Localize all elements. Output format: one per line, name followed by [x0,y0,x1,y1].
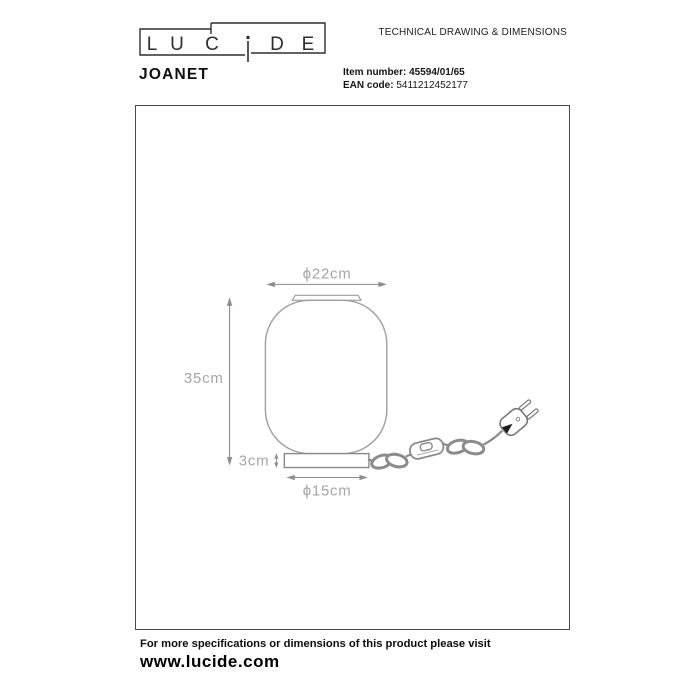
lamp-top-cap [292,295,361,300]
plug-body [497,406,530,438]
doc-title: TECHNICAL DRAWING & DIMENSIONS [378,27,567,38]
dim-label-total-height: 35cm [183,369,224,387]
product-name: JOANET [139,66,210,83]
logo-letter-i [246,36,249,62]
lamp-glass-body [265,300,386,453]
footer-website: www.lucide.com [140,652,280,671]
logo-letter-c: C [205,34,219,55]
dim-base-diameter [286,475,368,480]
inline-switch [408,437,445,461]
item-info-block [343,66,468,92]
power-plug [497,397,540,438]
lamp-shade [265,295,386,467]
ean-row [343,79,468,92]
power-cord [368,397,540,470]
logo-frame [140,23,325,55]
logo-letter-d: D [270,34,284,55]
cord-coil-1 [370,452,408,470]
dim-top-diameter [266,282,386,287]
item-number-label: Item number: [343,67,407,78]
plug-prong-bottom [526,408,538,419]
dim-base-height [274,453,278,468]
plug-prong-top [519,399,531,410]
lucide-logo [133,20,333,70]
ean-value: 5411212452177 [396,80,468,91]
dim-label-base-height: 3cm [238,452,270,470]
item-number-value: 45594/01/65 [409,67,465,78]
drawing-frame [135,105,570,630]
logo-letter-u: U [170,34,184,55]
item-number-row [343,66,468,79]
footer-note: For more specifications or dimensions of this product please visit [140,638,491,650]
logo-letters [147,34,315,62]
dim-label-base-diameter: ϕ15cm [302,482,352,500]
logo-letter-e: E [301,34,315,55]
cord-coil-2 [446,438,485,456]
technical-drawing [136,106,569,629]
dim-total-height [227,297,232,465]
ean-label: EAN code: [343,80,394,91]
logo-letter-l: L [146,34,158,55]
lamp-base [284,454,369,468]
dim-label-top-diameter: ϕ22cm [302,265,352,283]
